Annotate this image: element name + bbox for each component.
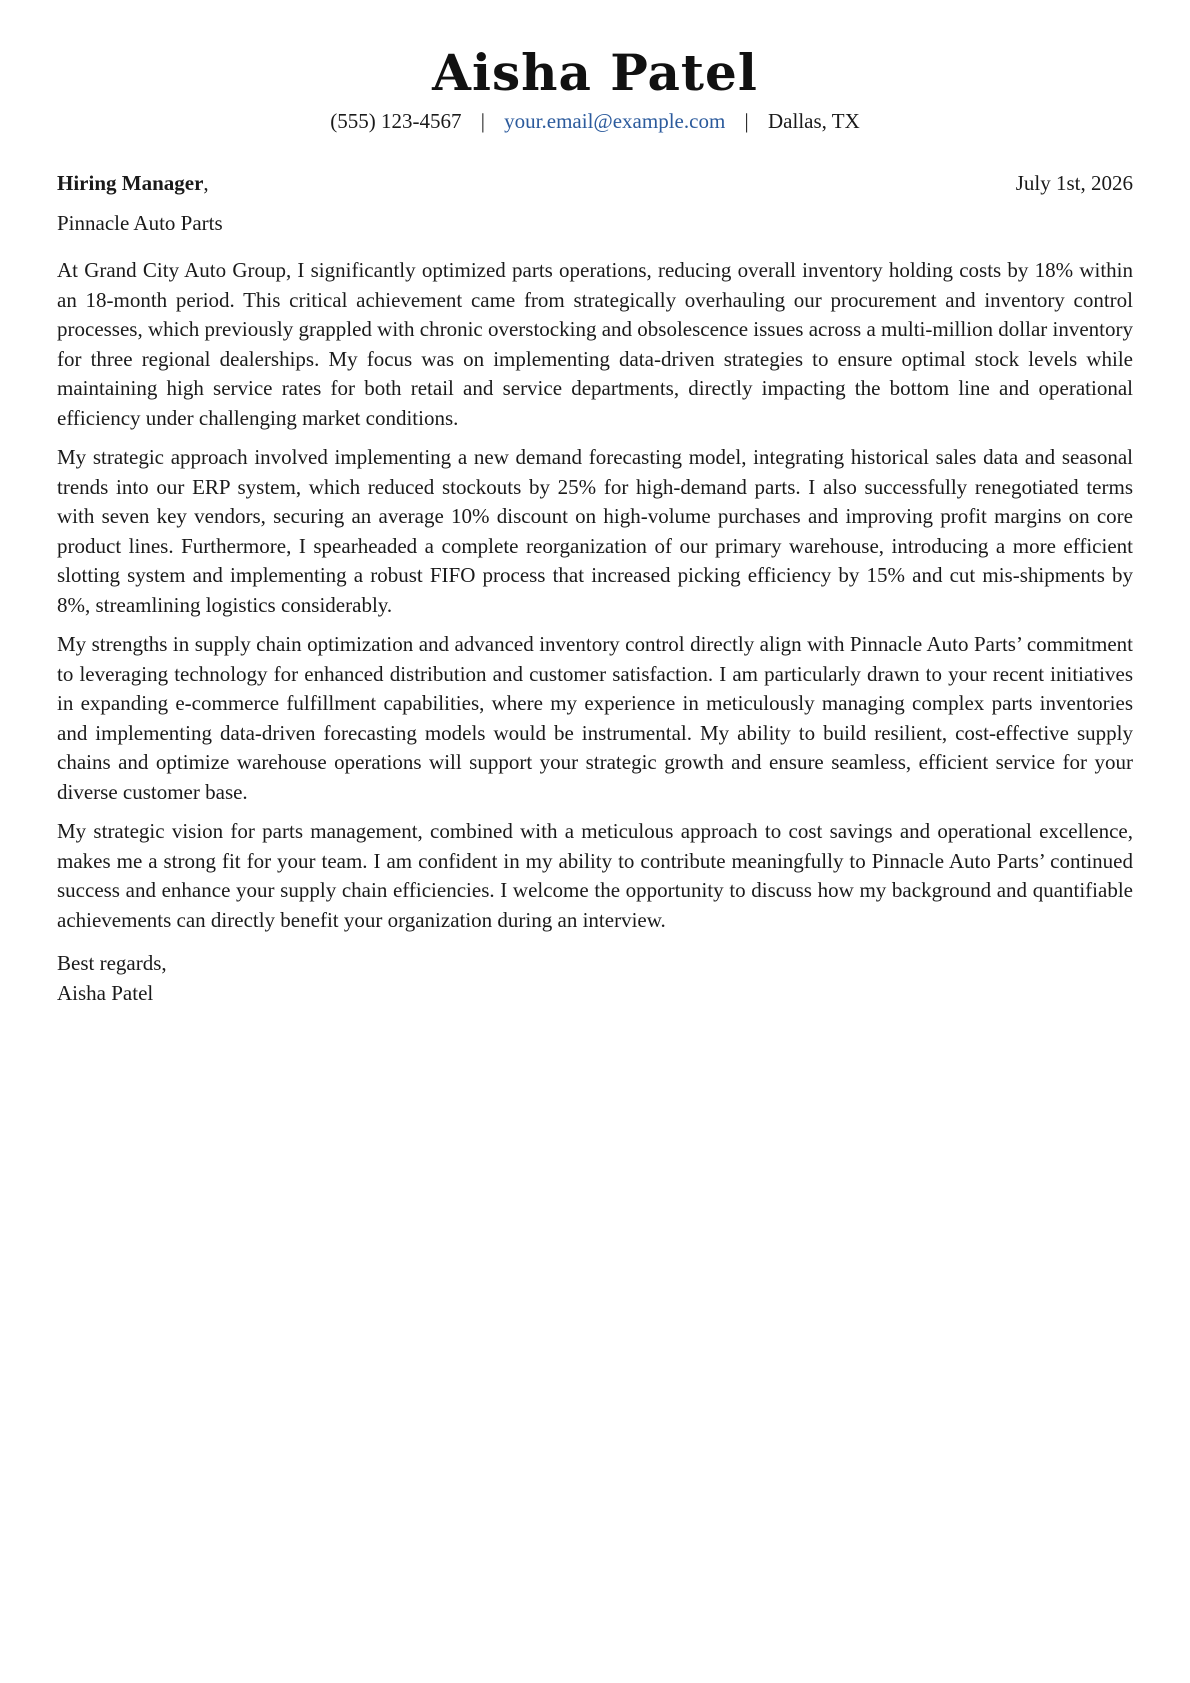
recipient-name: Hiring Manager <box>57 171 204 195</box>
location: Dallas, TX <box>768 109 860 133</box>
recipient-company: Pinnacle Auto Parts <box>57 211 223 235</box>
recipient-date-row <box>57 168 1133 198</box>
letter-closing <box>57 949 1133 1008</box>
contact-line <box>57 106 1133 136</box>
closing-signature: Aisha Patel <box>57 980 154 1005</box>
phone-number: (555) 123-4567 <box>330 109 462 133</box>
body-paragraph: My strategic approach involved implementing a new demand forecasting model, integrating historical sales data and seasonal trends into our ERP system, which reduced stockouts by 25% for high-demand parts. I also successfully renegotiated terms with seven key vendors, securing an average 10% discount on high-volume purchases and improving profit margins on core product lines. Furthermore, I spearheaded a complete reorganization of our primary warehouse, introducing a more efficient slotting system and implementing a robust FIFO process that increased picking efficiency by 15% and cut mis-shipments by 8%, streamlining logistics considerably. <box>57 445 1133 617</box>
body-paragraph: At Grand City Auto Group, I significantly optimized parts operations, reducing overall inventory holding costs by 18% within an 18-month period. This critical achievement came from strategically overhauling our procurement and inventory control processes, which previously grappled with chronic overstocking and obsolescence issues across a multi-million dollar inventory for three regional dealerships. My focus was on implementing data-driven strategies to ensure optimal stock levels while maintaining high service rates for both retail and service departments, directly impacting the bottom line and operational efficiency under challenging market conditions. <box>57 258 1133 430</box>
email-link[interactable]: your.email@example.com <box>504 109 726 133</box>
recipient-name-suffix: , <box>203 171 209 195</box>
letter-date: July 1st, 2026 <box>1015 171 1133 195</box>
contact-separator: | <box>480 109 485 133</box>
body-paragraph: My strategic vision for parts management, combined with a meticulous approach to cost savings and operational excellence, makes me a strong fit for your team. I am confident in my ability to contribute meaningfully to Pinnacle Auto Parts’ continued success and enhance your supply chain efficiencies. I welcome the opportunity to discuss how my background and quantifiable achievements can directly benefit your organization during an interview. <box>57 819 1133 932</box>
letter-body <box>57 256 1133 935</box>
body-paragraph: My strengths in supply chain optimization and advanced inventory control directly align with Pinnacle Auto Parts’ commitment to leveraging technology for enhanced distribution and customer satisfaction. I am particularly drawn to your recent initiatives in expanding e-commerce fulfillment capabilities, where my experience in meticulously managing complex parts inventories and implementing data-driven forecasting models would be instrumental. My ability to build resilient, cost-effective supply chains and optimize warehouse operations will support your strategic growth and ensure seamless, efficient service for your diverse customer base. <box>57 632 1133 804</box>
contact-separator: | <box>744 109 749 133</box>
closing-salutation: Best regards, <box>57 951 167 975</box>
applicant-name: Aisha Patel <box>432 43 758 102</box>
recipient-line <box>57 168 209 198</box>
